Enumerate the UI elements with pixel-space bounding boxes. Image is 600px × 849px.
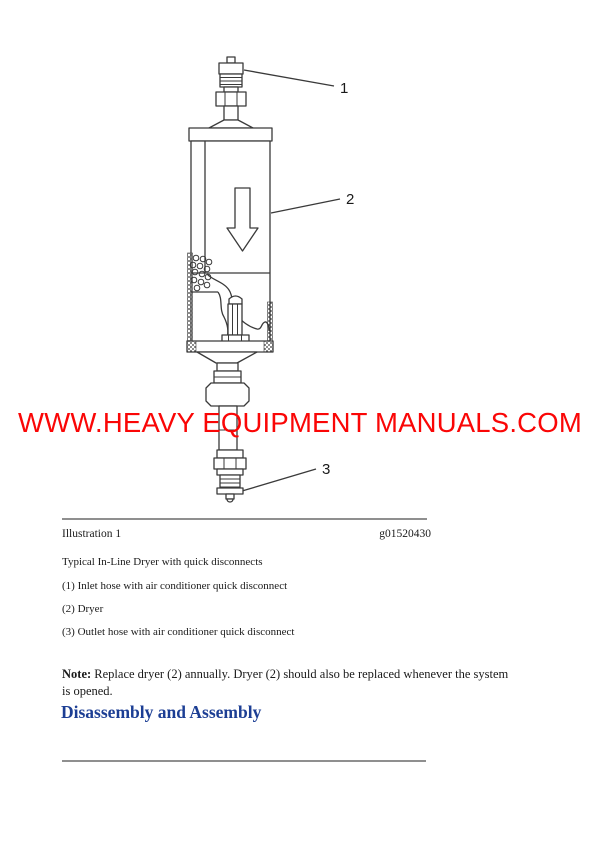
- outlet-collar: [217, 450, 243, 458]
- callout-1-leader-line: [244, 70, 334, 86]
- callout-3-label: 3: [322, 461, 331, 478]
- callout-3: [242, 461, 330, 491]
- divider-top: [62, 518, 427, 520]
- watermark-text: WWW.HEAVY EQUIPMENT MANUALS.COM: [18, 407, 582, 438]
- callout-2: [271, 191, 354, 213]
- note-paragraph: [62, 666, 514, 700]
- outlet-washer: [217, 469, 243, 475]
- inlet-cap: [219, 63, 243, 74]
- illustration-label: Illustration 1: [62, 528, 122, 540]
- outlet-ribbed-body: [220, 475, 240, 488]
- legend-item-2: (2) Dryer: [62, 603, 104, 615]
- outlet-hex-nut: [214, 458, 246, 469]
- inlet-tube: [224, 106, 238, 120]
- callout-2-label: 2: [346, 191, 355, 208]
- illustration-caption-row: [62, 528, 431, 540]
- base-plate: [187, 341, 273, 352]
- outlet-ring: [217, 488, 243, 494]
- outlet-neck: [217, 363, 238, 371]
- base-funnel: [197, 352, 257, 363]
- note-label: Note:: [62, 666, 92, 681]
- legend-item-1: (1) Inlet hose with air conditioner quick disconnect: [62, 580, 288, 592]
- outlet-barrel: [206, 383, 249, 406]
- figure-title: Typical In-Line Dryer with quick disconnects: [62, 556, 263, 568]
- note-body: Replace dryer (2) annually. Dryer (2) should also be replaced whenever the system is opened.: [62, 666, 509, 698]
- outlet-tip: [227, 499, 233, 502]
- section-heading: Disassembly and Assembly: [61, 702, 262, 722]
- divider-bottom: [62, 760, 426, 762]
- callout-2-leader-line: [271, 199, 340, 213]
- inlet-nipple: [227, 57, 235, 63]
- callout-1: [244, 70, 348, 97]
- inlet-collar: [224, 87, 238, 92]
- dryer-top-cap: [189, 128, 272, 141]
- inlet-quick-disconnect: [209, 57, 253, 128]
- inlet-hex-nut: [216, 92, 246, 106]
- outlet-nipple: [226, 494, 234, 499]
- callout-3-leader-line: [242, 469, 316, 491]
- legend-item-3: (3) Outlet hose with air conditioner quick disconnect: [62, 626, 295, 638]
- callout-1-label: 1: [340, 80, 349, 97]
- illustration-id: g01520430: [379, 528, 431, 540]
- inlet-flare: [209, 120, 253, 128]
